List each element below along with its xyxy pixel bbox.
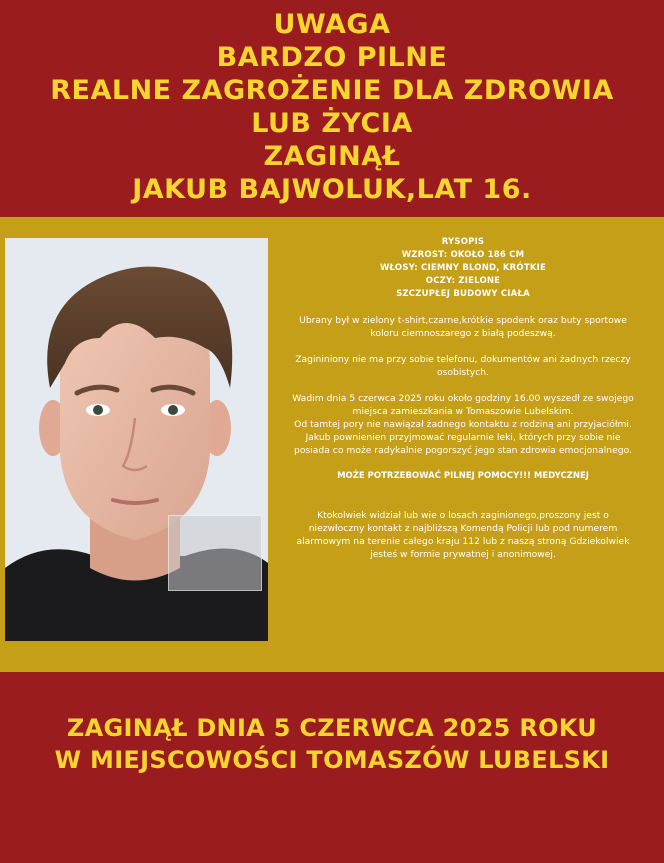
footer-location: W MIEJSCOWOŚCI TOMASZÓW LUBELSKI — [54, 746, 610, 774]
headline-urgent: BARDZO PILNE — [216, 42, 448, 73]
headline-danger-cont: LUB ŻYCIA — [251, 108, 413, 139]
missing-date-footer — [0, 712, 664, 776]
headline-attention: UWAGA — [273, 9, 391, 40]
clothing-text: Ubrany był w zielony t-shirt,czarne,krótkie spodenk oraz buty sportowe koloru ciemnoszarego z białą podeszwą. — [299, 315, 627, 339]
alert-header — [0, 0, 664, 215]
description-height: WZROST: OKOŁO 186 CM — [401, 250, 525, 260]
items-text: Zagininiony nie ma przy sobie telefonu, dokumentów ani żadnych rzeczy osobistych. — [295, 354, 631, 378]
description-title: RYSOPIS — [441, 237, 485, 247]
headline-missing: ZAGINĄŁ — [263, 141, 401, 172]
help-text: MOŻE POTRZEBOWAĆ PILNEJ POMOCY!!! MEDYCZNEJ — [337, 471, 589, 481]
watermark-logo — [168, 515, 262, 591]
footer-date: ZAGINĄŁ DNIA 5 CZERWCA 2025 ROKU — [66, 714, 598, 742]
description-eyes: OCZY: ZIELONE — [425, 276, 501, 286]
description-block — [290, 236, 636, 561]
headline-danger: REALNE ZAGROŻENIE DLA ZDROWIA — [50, 75, 614, 106]
headline-name-age: JAKUB BAJWOLUK,LAT 16. — [132, 174, 532, 205]
contact-text: Ktokolwiek widział lub wie o losach zaginionego,proszony jest o niezwłoczny kontakt z najbliższą Komendą Policji lub pod numerem alarmowym na terenie całego kraju 112 lub z naszą stroną Gdziekolwiek jesteś w formie prywatnej i anonimowej. — [296, 510, 630, 560]
last-seen-text: Wadim dnia 5 czerwca 2025 roku około godziny 16.00 wyszedł ze swojego miejsca zamieszkania w Tomaszowie Lubelskim. — [292, 393, 634, 417]
description-hair: WŁOSY: CIEMNY BLOND, KRÓTKIE — [379, 263, 547, 273]
description-build: SZCZUPŁEJ BUDOWY CIAŁA — [396, 289, 530, 299]
no-contact-text: Od tamtej pory nie nawiązał żadnego kontaktu z rodziną ani przyjaciółmi. — [294, 419, 632, 430]
medication-text: Jakub pownienien przyjmować regularnie leki, których przy sobie nie posiada co może radykalnie pogorszyć jego stan zdrowia emocjonalnego. — [294, 432, 632, 456]
